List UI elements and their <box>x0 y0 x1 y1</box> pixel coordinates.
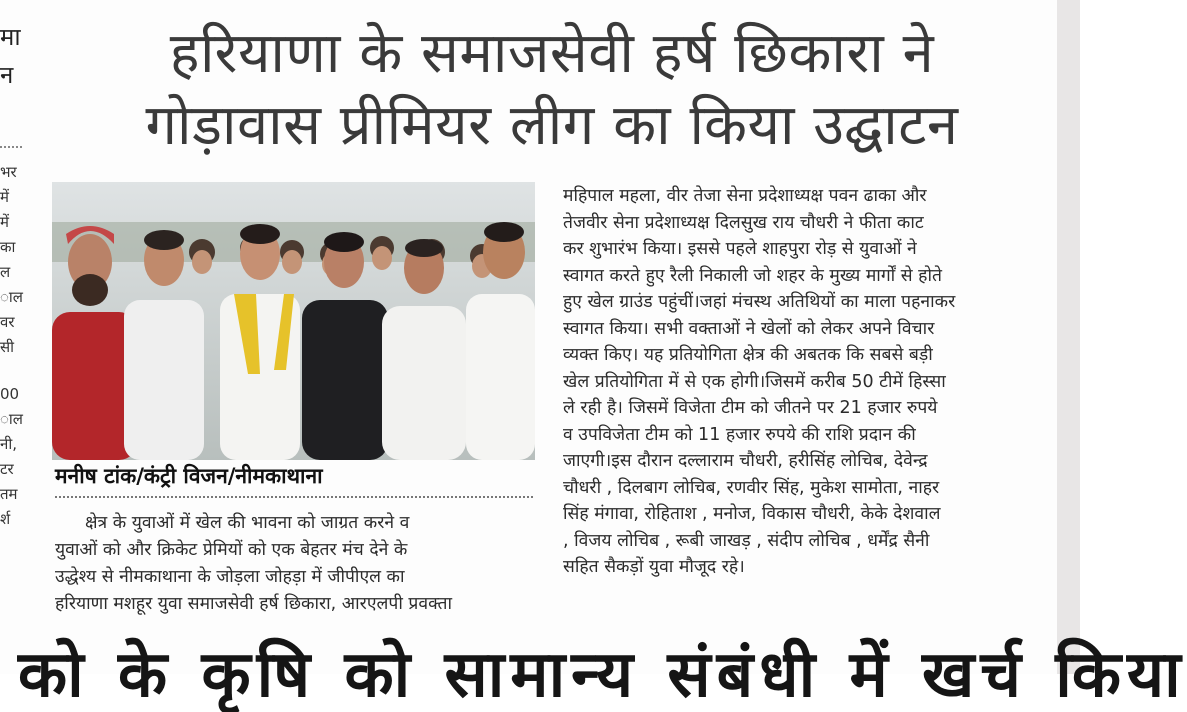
fragment-text: सी <box>0 338 15 356</box>
body-line: स्वागत किया। सभी वक्ताओं ने खेलों को लेकर अपने विचार <box>563 318 935 339</box>
body-line: हरियाणा मशहूर युवा समाजसेवी हर्ष छिकारा, आरएलपी प्रवक्ता <box>55 594 452 614</box>
adjacent-body-fragment <box>0 160 40 532</box>
fragment-text: न <box>0 61 14 89</box>
article-headline <box>52 18 1052 162</box>
fragment-text: मा <box>0 23 21 51</box>
fragment-text: नी, <box>0 435 17 453</box>
article-body-column-1 <box>55 510 535 618</box>
fragment-text: टर <box>0 460 14 478</box>
article-body-column-2 <box>563 183 1049 581</box>
fragment-text: का <box>0 238 16 256</box>
body-line: व उपविजेता टीम को 11 हजार रुपये की राशि प्रदान की <box>563 424 916 445</box>
body-line: जाएगी।इस दौरान दल्लाराम चौधरी, हरीसिंह लोचिब, देवेन्द्र <box>563 451 928 471</box>
body-line: सहित सैकड़ों युवा मौजूद रहे। <box>563 557 745 577</box>
body-line: युवाओं को और क्रिकेट प्रेमियों को एक बेहतर मंच देने के <box>55 540 408 560</box>
headline-line-1: हरियाणा के समाजसेवी हर्ष छिकारा ने <box>169 21 935 86</box>
next-headline-text: को के कृषि को सामान्य संबंधी में खर्च किया <box>18 638 1187 712</box>
body-line: ले रही है। जिसमें विजेता टीम को जीतने पर 21 हजार रुपये <box>563 398 938 418</box>
body-line: क्षेत्र के युवाओं में खेल की भावना को जाग्रत करने व <box>85 513 410 533</box>
body-line: कर शुभारंभ किया। इससे पहले शाहपुरा रोड़ से युवाओं ने <box>563 239 917 259</box>
fragment-text: तम <box>0 485 18 503</box>
divider <box>0 146 22 148</box>
group-photo-of-men-icon <box>52 182 535 460</box>
fragment-text: र्श <box>0 510 11 528</box>
body-line: व्यक्त किए। यह प्रतियोगिता क्षेत्र की अबतक कि सबसे बड़ी <box>563 345 933 365</box>
article-photo <box>52 182 535 460</box>
headline-line-2: गोड़ावास प्रीमियर लीग का किया उद्घाटन <box>145 93 959 158</box>
body-line: महिपाल महला, वीर तेजा सेना प्रदेशाध्यक्ष पवन ढाका और <box>563 186 927 206</box>
fragment-text <box>0 360 40 382</box>
body-line: तेजवीर सेना प्रदेशाध्यक्ष दिलसुख राय चौधरी ने फीता काट <box>563 212 924 233</box>
adjacent-column-fragment <box>0 0 30 674</box>
fragment-text: 00 <box>0 385 20 403</box>
body-line: स्वागत करते हुए रैली निकाली जो शहर के मुख्य मार्गों से होते <box>563 265 942 286</box>
fragment-text: वर <box>0 313 15 331</box>
body-line: उद्धेश्य से नीमकाथाना के जोड़ला जोहड़ा में जीपीएल का <box>55 567 405 587</box>
fragment-text: में <box>0 188 9 206</box>
photo-credit: मनीष टांक/कंट्री विजन/नीमकाथाना <box>55 464 323 488</box>
body-line: हुए खेल ग्राउंड पहुंचीं।जहां मंचस्थ अतिथियों का माला पहनाकर <box>563 292 956 312</box>
body-line: , विजय लोचिब , रूबी जाखड़ , संदीप लोचिब , धर्मेंद्र सैनी <box>563 530 930 551</box>
fragment-text: ाल <box>0 288 23 306</box>
fragment-text: ल <box>0 263 11 281</box>
divider <box>55 496 533 498</box>
adjacent-headline-fragment <box>0 18 40 94</box>
fragment-text: ाल <box>0 410 23 428</box>
body-line: खेल प्रतियोगिता में से एक होगी।जिसमें करीब 50 टीमें हिस्सा <box>563 371 946 392</box>
fragment-text: में <box>0 213 9 231</box>
body-line: सिंह मंगावा, रोहिताश , मनोज, विकास चौधरी, केके देशवाल <box>563 504 941 524</box>
next-article-headline-fragment <box>0 634 1187 712</box>
fragment-text: भर <box>0 163 17 181</box>
page-edge <box>1057 0 1080 674</box>
body-line: चौधरी , दिलबाग लोचिब, रणवीर सिंह, मुकेश सामोता, नाहर <box>563 477 940 498</box>
